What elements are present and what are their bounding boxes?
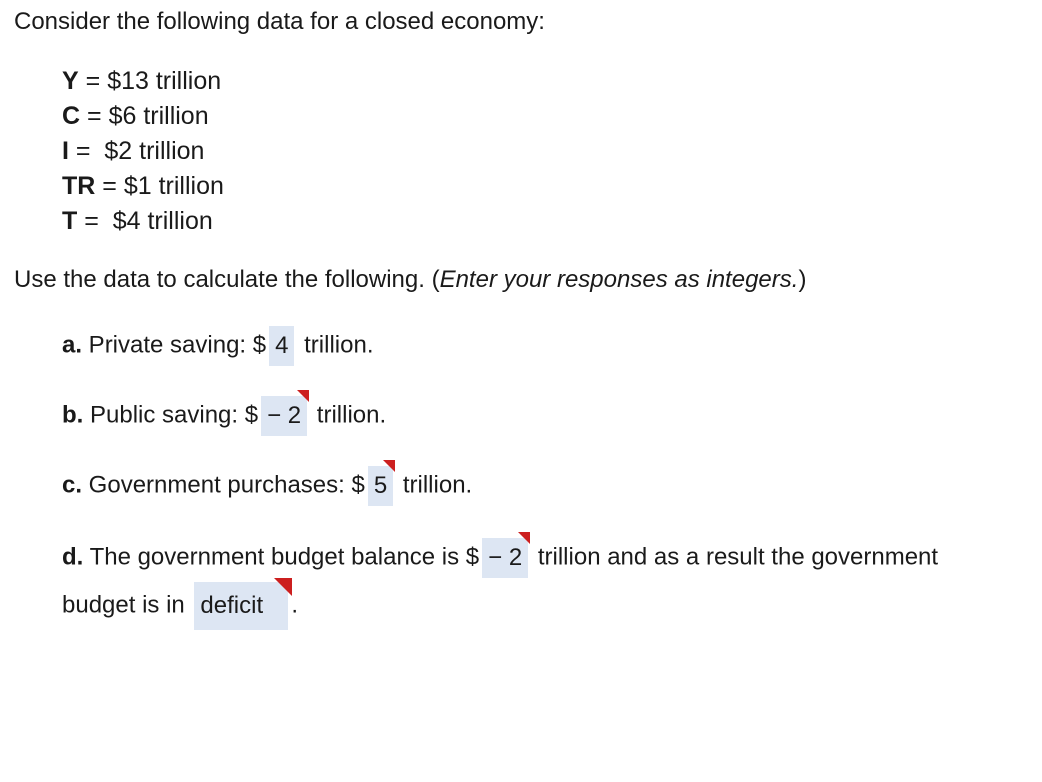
incorrect-flag-icon	[274, 578, 292, 596]
data-line-c: C = $6 trillion	[62, 102, 209, 130]
question-b: b. Public saving: $ − 2 trillion.	[62, 396, 386, 436]
data-line-t: T = $4 trillion	[62, 207, 213, 235]
budget-status-select[interactable]: deficit	[194, 582, 288, 630]
instructions: Use the data to calculate the following. (Enter your responses as integers.)	[14, 266, 807, 293]
incorrect-flag-icon	[518, 532, 530, 544]
question-a: a. Private saving: $ 4 trillion.	[62, 326, 374, 366]
data-line-i: I = $2 trillion	[62, 137, 205, 165]
question-c: c. Government purchases: $ 5 trillion.	[62, 466, 472, 506]
problem-intro: Consider the following data for a closed economy:	[14, 8, 545, 35]
incorrect-flag-icon	[383, 460, 395, 472]
data-line-y: Y = $13 trillion	[62, 67, 222, 95]
question-d: d. The government budget balance is $ − 2 trillion and as a result the government	[62, 538, 938, 578]
incorrect-flag-icon	[297, 390, 309, 402]
answer-b-field[interactable]: − 2	[261, 396, 307, 436]
answer-c-field[interactable]: 5	[368, 466, 393, 506]
data-list	[62, 64, 224, 239]
answer-d-field[interactable]: − 2	[482, 538, 528, 578]
answer-a-field[interactable]: 4	[269, 326, 294, 366]
data-line-tr: TR = $1 trillion	[62, 172, 224, 200]
question-d-line2: budget is in deficit .	[62, 582, 298, 630]
